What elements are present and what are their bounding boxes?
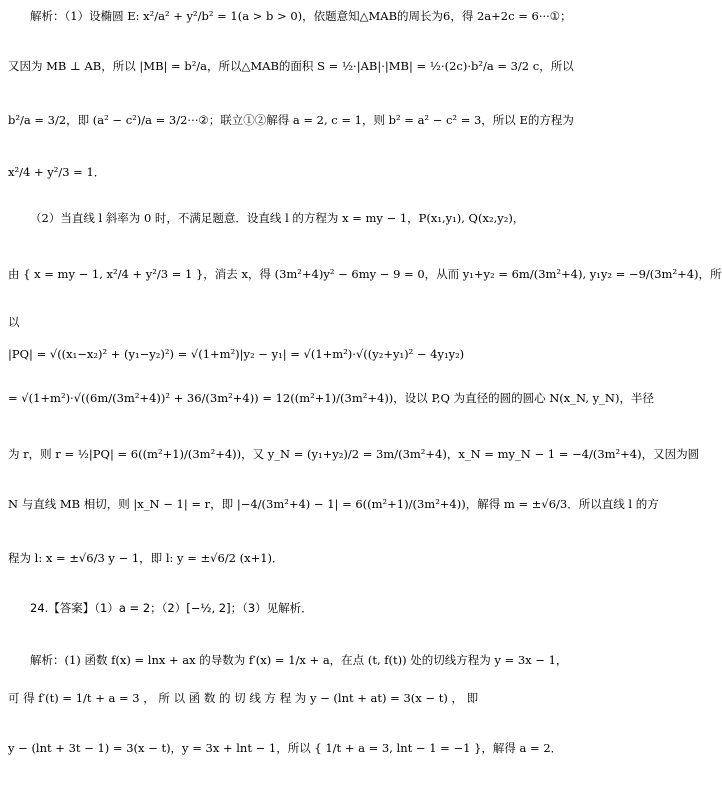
solution-line-1: 解析：（1）设椭圆 E: x²/a² + y²/b² = 1(a > b > 0)，依题意知△MAB的周长为6，得 2a+2c = 6···①； bbox=[30, 9, 572, 23]
solution-line-12: 程为 l: x = ±√6/3 y − 1，即 l: y = ±√6/2 (x+1)． bbox=[8, 551, 284, 565]
solution-line-2: 又因为 MB ⊥ AB，所以 |MB| = b²/a，所以△MAB的面积 S = ½·|AB|·|MB| = ½·(2c)·b²/a = 3/2 c，所以 bbox=[8, 59, 574, 73]
solution-line-11: N 与直线 MB 相切，则 |x_N − 1| = r，即 |−4/(3m²+4) − 1| = 6((m²+1)/(3m²+4))，解得 m = ±√6/3．所以直线 l 的方 bbox=[8, 497, 659, 511]
solution-line-3: b²/a = 3/2，即 (a² − c²)/a = 3/2···②；联立①②解得 a = 2, c = 1，则 b² = a² − c² = 3，所以 E的方程为 bbox=[8, 113, 574, 127]
solution-line-6: 由 { x = my − 1, x²/4 + y²/3 = 1 }，消去 x，得 (3m²+4)y² − 6my − 9 = 0，从而 y₁+y₂ = 6m/(3m²+4), y₁y₂ = −9/(3m²+4)，所 bbox=[8, 267, 722, 281]
solution-line-4: x²/4 + y²/3 = 1． bbox=[8, 165, 106, 179]
solution-line-14: 可 得 f′(t) = 1/t + a = 3 ， 所 以 函 数 的 切 线 方 程 为 y − (lnt + at) = 3(x − t) ， 即 bbox=[8, 691, 479, 705]
solution-line-10: 为 r，则 r = ½|PQ| = 6((m²+1)/(3m²+4))，又 y_N = (y₁+y₂)/2 = 3m/(3m²+4)，x_N = my_N − 1 = −4/(3m²+4)，又因为圆 bbox=[8, 447, 700, 461]
solution-line-7: 以 bbox=[8, 315, 20, 329]
solution-line-5: （2）当直线 l 斜率为 0 时，不满足题意．设直线 l 的方程为 x = my − 1，P(x₁,y₁), Q(x₂,y₂)， bbox=[30, 211, 525, 225]
solution-line-13: 解析：(1) 函数 f(x) = lnx + ax 的导数为 f′(x) = 1/x + a，在点 (t, f(t)) 处的切线方程为 y = 3x − 1， bbox=[30, 653, 568, 667]
solution-line-9: = √(1+m²)·√((6m/(3m²+4))² + 36/(3m²+4)) = 12((m²+1)/(3m²+4))，设以 P,Q 为直径的圆的圆心 N(x_N, y_N)，半径 bbox=[8, 391, 654, 405]
solution-line-15: y − (lnt + 3t − 1) = 3(x − t)，y = 3x + lnt − 1，所以 { 1/t + a = 3, lnt − 1 = −1 }，解得 a = 2． bbox=[8, 741, 563, 755]
solution-line-8: |PQ| = √((x₁−x₂)² + (y₁−y₂)²) = √(1+m²)|y₂ − y₁| = √(1+m²)·√((y₂+y₁)² − 4y₁y₂) bbox=[8, 347, 465, 361]
answer-header-24: 24.【答案】（1）a = 2；（2）[−½, 2]；（3）见解析． bbox=[30, 601, 313, 615]
